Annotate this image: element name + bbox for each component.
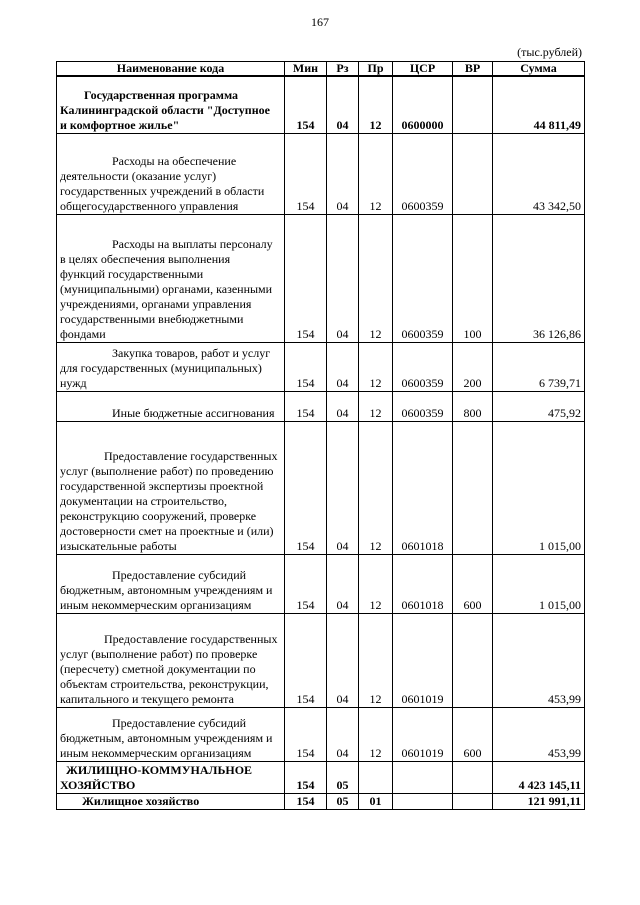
row-name-line: бюджетным, автономным учреждениям и — [60, 582, 273, 597]
row-sum: 1 015,00 — [493, 421, 585, 554]
row-vr: 600 — [453, 554, 493, 613]
row-name-line: реконструкцию сооружений, проверке — [60, 508, 257, 523]
row-name-line: документации на строительство, — [60, 493, 228, 508]
row-min: 154 — [285, 342, 327, 391]
row-pr: 12 — [359, 391, 393, 421]
row-vr: 100 — [453, 214, 493, 342]
row-rz: 04 — [327, 554, 359, 613]
row-name-line: иным некоммерческим организациям — [60, 597, 252, 612]
units-label: (тыс.рублей) — [517, 45, 582, 59]
row-rz: 04 — [327, 76, 359, 133]
row-name-line: общегосударственного управления — [60, 198, 239, 213]
row-min: 154 — [285, 707, 327, 761]
row-sum: 44 811,49 — [493, 76, 585, 133]
row-name-line: услуг (выполнение работ) по проверке — [60, 646, 258, 661]
row-name — [57, 76, 285, 133]
row-name-line: деятельности (оказание услуг) — [60, 168, 217, 183]
table-row — [57, 133, 585, 214]
row-vr: 800 — [453, 391, 493, 421]
row-rz: 04 — [327, 613, 359, 707]
col-header-rz: Рз — [327, 62, 359, 77]
row-name-line: (пересчету) сметной документации по — [60, 661, 256, 676]
row-name — [57, 793, 285, 809]
row-name — [57, 214, 285, 342]
row-sum: 1 015,00 — [493, 554, 585, 613]
row-vr — [453, 421, 493, 554]
row-pr: 12 — [359, 613, 393, 707]
row-csr: 0601019 — [393, 613, 453, 707]
row-csr: 0600359 — [393, 133, 453, 214]
col-header-name: Наименование кода — [57, 62, 285, 77]
row-rz: 04 — [327, 391, 359, 421]
row-sum: 453,99 — [493, 613, 585, 707]
row-csr — [393, 761, 453, 793]
row-csr: 0600359 — [393, 391, 453, 421]
row-sum: 453,99 — [493, 707, 585, 761]
row-vr: 200 — [453, 342, 493, 391]
row-pr: 01 — [359, 793, 393, 809]
row-name — [57, 613, 285, 707]
row-name-line: функций государственными — [60, 266, 204, 281]
row-name-line: Калининградской области "Доступное — [60, 102, 270, 117]
row-pr: 12 — [359, 421, 393, 554]
row-name-line: Жилищное хозяйство — [82, 793, 200, 808]
table-row — [57, 707, 585, 761]
row-name — [57, 342, 285, 391]
row-csr: 0600359 — [393, 214, 453, 342]
budget-table — [56, 61, 585, 810]
table-row — [57, 761, 585, 793]
table-row — [57, 391, 585, 421]
row-sum: 475,92 — [493, 391, 585, 421]
row-name — [57, 421, 285, 554]
col-header-sum: Сумма — [493, 62, 585, 77]
table-body — [57, 76, 585, 809]
row-pr: 12 — [359, 76, 393, 133]
row-name-line: Предоставление субсидий — [112, 567, 247, 582]
row-sum: 6 739,71 — [493, 342, 585, 391]
row-name-line: Предоставление субсидий — [112, 715, 247, 730]
row-pr: 12 — [359, 554, 393, 613]
row-name-line: Иные бюджетные ассигнования — [112, 405, 275, 420]
row-vr — [453, 761, 493, 793]
row-name-line: ХОЗЯЙСТВО — [60, 777, 136, 792]
row-rz: 04 — [327, 421, 359, 554]
row-min: 154 — [285, 554, 327, 613]
row-name-line: в целях обеспечения выполнения — [60, 251, 231, 266]
row-csr: 0600359 — [393, 342, 453, 391]
col-header-pr: Пр — [359, 62, 393, 77]
row-name-line: (муниципальными) органами, казенными — [60, 281, 273, 296]
col-header-csr: ЦСР — [393, 62, 453, 77]
row-name-line: государственных учреждений в области — [60, 183, 265, 198]
row-name-line: Закупка товаров, работ и услуг — [112, 345, 271, 360]
row-vr: 600 — [453, 707, 493, 761]
row-rz: 04 — [327, 214, 359, 342]
row-name-line: изыскательные работы — [60, 538, 177, 553]
row-sum: 4 423 145,11 — [493, 761, 585, 793]
row-name-line: Расходы на выплаты персоналу — [112, 236, 273, 251]
row-name-line: Государственная программа — [84, 87, 239, 102]
row-name-line: достоверности смет на проектные и (или) — [60, 523, 274, 538]
row-pr: 12 — [359, 342, 393, 391]
row-name-line: нужд — [60, 375, 87, 390]
page-number: 167 — [311, 15, 329, 29]
row-pr: 12 — [359, 214, 393, 342]
row-name-line: Расходы на обеспечение — [112, 153, 237, 168]
table-header-row — [57, 62, 585, 77]
row-name-line: учреждениями, органами управления — [60, 296, 252, 311]
row-name-line: ЖИЛИЩНО-КОММУНАЛЬНОЕ — [66, 762, 253, 777]
row-min: 154 — [285, 76, 327, 133]
row-name — [57, 707, 285, 761]
row-name-line: Предоставление государственных — [104, 631, 278, 646]
row-rz: 04 — [327, 707, 359, 761]
table-row — [57, 76, 585, 133]
row-name-line: объектам строительства, реконструкции, — [60, 676, 269, 691]
row-rz: 04 — [327, 133, 359, 214]
row-rz: 05 — [327, 793, 359, 809]
row-csr — [393, 793, 453, 809]
row-min: 154 — [285, 761, 327, 793]
row-name-line: фондами — [60, 326, 106, 341]
table-row — [57, 613, 585, 707]
row-pr — [359, 761, 393, 793]
row-name — [57, 133, 285, 214]
row-name-line: бюджетным, автономным учреждениям и — [60, 730, 273, 745]
row-name-line: для государственных (муниципальных) — [60, 360, 262, 375]
row-name — [57, 761, 285, 793]
row-rz: 04 — [327, 342, 359, 391]
row-name-line: государственными внебюджетными — [60, 311, 244, 326]
row-min: 154 — [285, 214, 327, 342]
row-sum: 121 991,11 — [493, 793, 585, 809]
table-row — [57, 342, 585, 391]
row-rz: 05 — [327, 761, 359, 793]
row-min: 154 — [285, 391, 327, 421]
row-min: 154 — [285, 421, 327, 554]
row-vr — [453, 133, 493, 214]
row-min: 154 — [285, 613, 327, 707]
row-csr: 0601018 — [393, 421, 453, 554]
table-row — [57, 793, 585, 809]
row-csr: 0600000 — [393, 76, 453, 133]
row-pr: 12 — [359, 133, 393, 214]
row-name-line: государственной экспертизы проектной — [60, 478, 264, 493]
table-row — [57, 554, 585, 613]
row-vr — [453, 793, 493, 809]
row-sum: 36 126,86 — [493, 214, 585, 342]
row-min: 154 — [285, 133, 327, 214]
row-sum: 43 342,50 — [493, 133, 585, 214]
row-name-line: Предоставление государственных — [104, 448, 278, 463]
row-vr — [453, 76, 493, 133]
row-name-line: капитального и текущего ремонта — [60, 691, 234, 706]
row-name-line: и комфортное жилье" — [60, 117, 180, 132]
row-vr — [453, 613, 493, 707]
row-min: 154 — [285, 793, 327, 809]
row-name — [57, 391, 285, 421]
table-row — [57, 214, 585, 342]
row-csr: 0601019 — [393, 707, 453, 761]
row-name-line: услуг (выполнение работ) по проведению — [60, 463, 274, 478]
row-pr: 12 — [359, 707, 393, 761]
col-header-vr: ВР — [453, 62, 493, 77]
col-header-min: Мин — [285, 62, 327, 77]
row-name-line: иным некоммерческим организациям — [60, 745, 252, 760]
row-name — [57, 554, 285, 613]
row-csr: 0601018 — [393, 554, 453, 613]
table-row — [57, 421, 585, 554]
